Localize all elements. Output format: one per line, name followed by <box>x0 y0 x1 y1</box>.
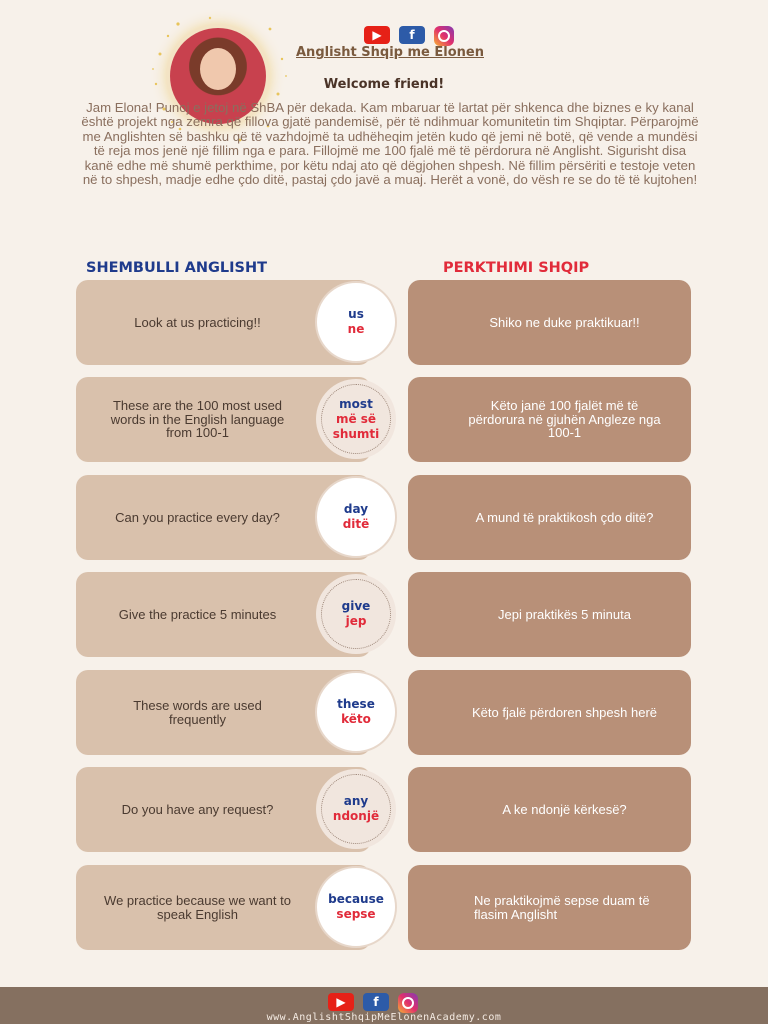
welcome-heading: Welcome friend! <box>323 77 445 92</box>
word-albanian: sepse <box>336 907 376 921</box>
albanian-translation: A mund të praktikosh çdo ditë? <box>408 475 691 560</box>
word-badge <box>316 769 396 849</box>
english-example: Give the practice 5 minutes <box>76 572 371 657</box>
facebook-icon[interactable]: f <box>399 26 425 44</box>
word-albanian: jep <box>345 614 367 628</box>
english-example: Look at us practicing!! <box>76 280 371 365</box>
header-social-icons <box>364 26 454 46</box>
albanian-translation: Ne praktikojmë sepse duam të flasim Anglisht <box>408 865 691 950</box>
english-example: We practice because we want to speak English <box>76 865 371 950</box>
albanian-translation: Jepi praktikës 5 minuta <box>408 572 691 657</box>
word-english: any <box>343 794 369 808</box>
word-english: us <box>348 307 364 321</box>
phrase-row <box>76 767 691 852</box>
phrase-row <box>76 280 691 365</box>
youtube-icon[interactable]: ▶ <box>364 26 390 44</box>
facebook-icon[interactable]: f <box>363 993 389 1011</box>
english-example: These words are used frequently <box>76 670 371 755</box>
website-link[interactable]: www.AnglishtShqipMeElonenAcademy.com <box>266 1012 502 1023</box>
phrase-row <box>76 865 691 950</box>
brand-title[interactable]: Anglisht Shqip me Elonen <box>296 45 484 60</box>
word-badge <box>316 574 396 654</box>
albanian-translation: A ke ndonjë kërkesë? <box>408 767 691 852</box>
english-example: Do you have any request? <box>76 767 371 852</box>
word-albanian: ditë <box>342 517 370 531</box>
word-badge <box>316 867 396 947</box>
english-example: Can you practice every day? <box>76 475 371 560</box>
english-column-heading: SHEMBULLI ANGLISHT <box>86 260 268 276</box>
word-albanian: ne <box>347 322 365 336</box>
word-badge <box>316 477 396 557</box>
instagram-icon[interactable] <box>434 26 454 46</box>
word-albanian: ndonjë <box>332 809 380 823</box>
instagram-icon[interactable] <box>398 993 418 1013</box>
word-english: most <box>339 396 373 411</box>
phrase-row <box>76 377 691 462</box>
word-english: give <box>341 599 371 613</box>
albanian-translation: Këto janë 100 fjalët më të përdorura në gjuhën Angleze nga 100-1 <box>408 377 691 462</box>
word-english: day <box>343 502 369 516</box>
albanian-translation: Këto fjalë përdoren shpesh herë <box>408 670 691 755</box>
word-english: these <box>337 697 375 711</box>
english-example: These are the 100 most used words in the English language from 100-1 <box>76 377 371 462</box>
footer-social-icons <box>328 993 418 1013</box>
phrase-row <box>76 475 691 560</box>
intro-paragraph: Jam Elona! Punoj e jetoj në ShBA për dekada. Kam mbaruar të lartat për shkenca dhe biznes e ky kanal është projekt nga zemra që fillova gjatë pandemisë, për të ndihmuar komunitetin tim Shqiptar. Përparojmë me Anglishten së bashku që të vazhdojmë ta udhëheqim jetën kudo që jemi në botë, që vende a mundësi të reja mos jenë një fillim nga e para. Fillojmë me 100 fjalë më të përdorura në Anglisht. Sigurisht disa kanë edhe më shumë perkthime, por këtu ndaj ato që dëgjohen shpesh. Në fillim përsëriti e testoje veten në to shpesh, madje edhe çdo ditë, pastaj çdo javë a muaj. Herët a vonë, do vësh re se do të të kujtohen! <box>81 100 699 188</box>
word-badge <box>316 282 396 362</box>
phrase-row <box>76 670 691 755</box>
word-albanian: këto <box>341 712 371 726</box>
word-albanian: më së shumti <box>332 411 380 441</box>
word-badge <box>316 672 396 752</box>
word-english: because <box>328 892 384 906</box>
albanian-translation: Shiko ne duke praktikuar!! <box>408 280 691 365</box>
albanian-column-heading: PERKTHIMI SHQIP <box>443 260 590 276</box>
youtube-icon[interactable]: ▶ <box>328 993 354 1011</box>
word-badge <box>316 379 396 459</box>
phrase-row <box>76 572 691 657</box>
